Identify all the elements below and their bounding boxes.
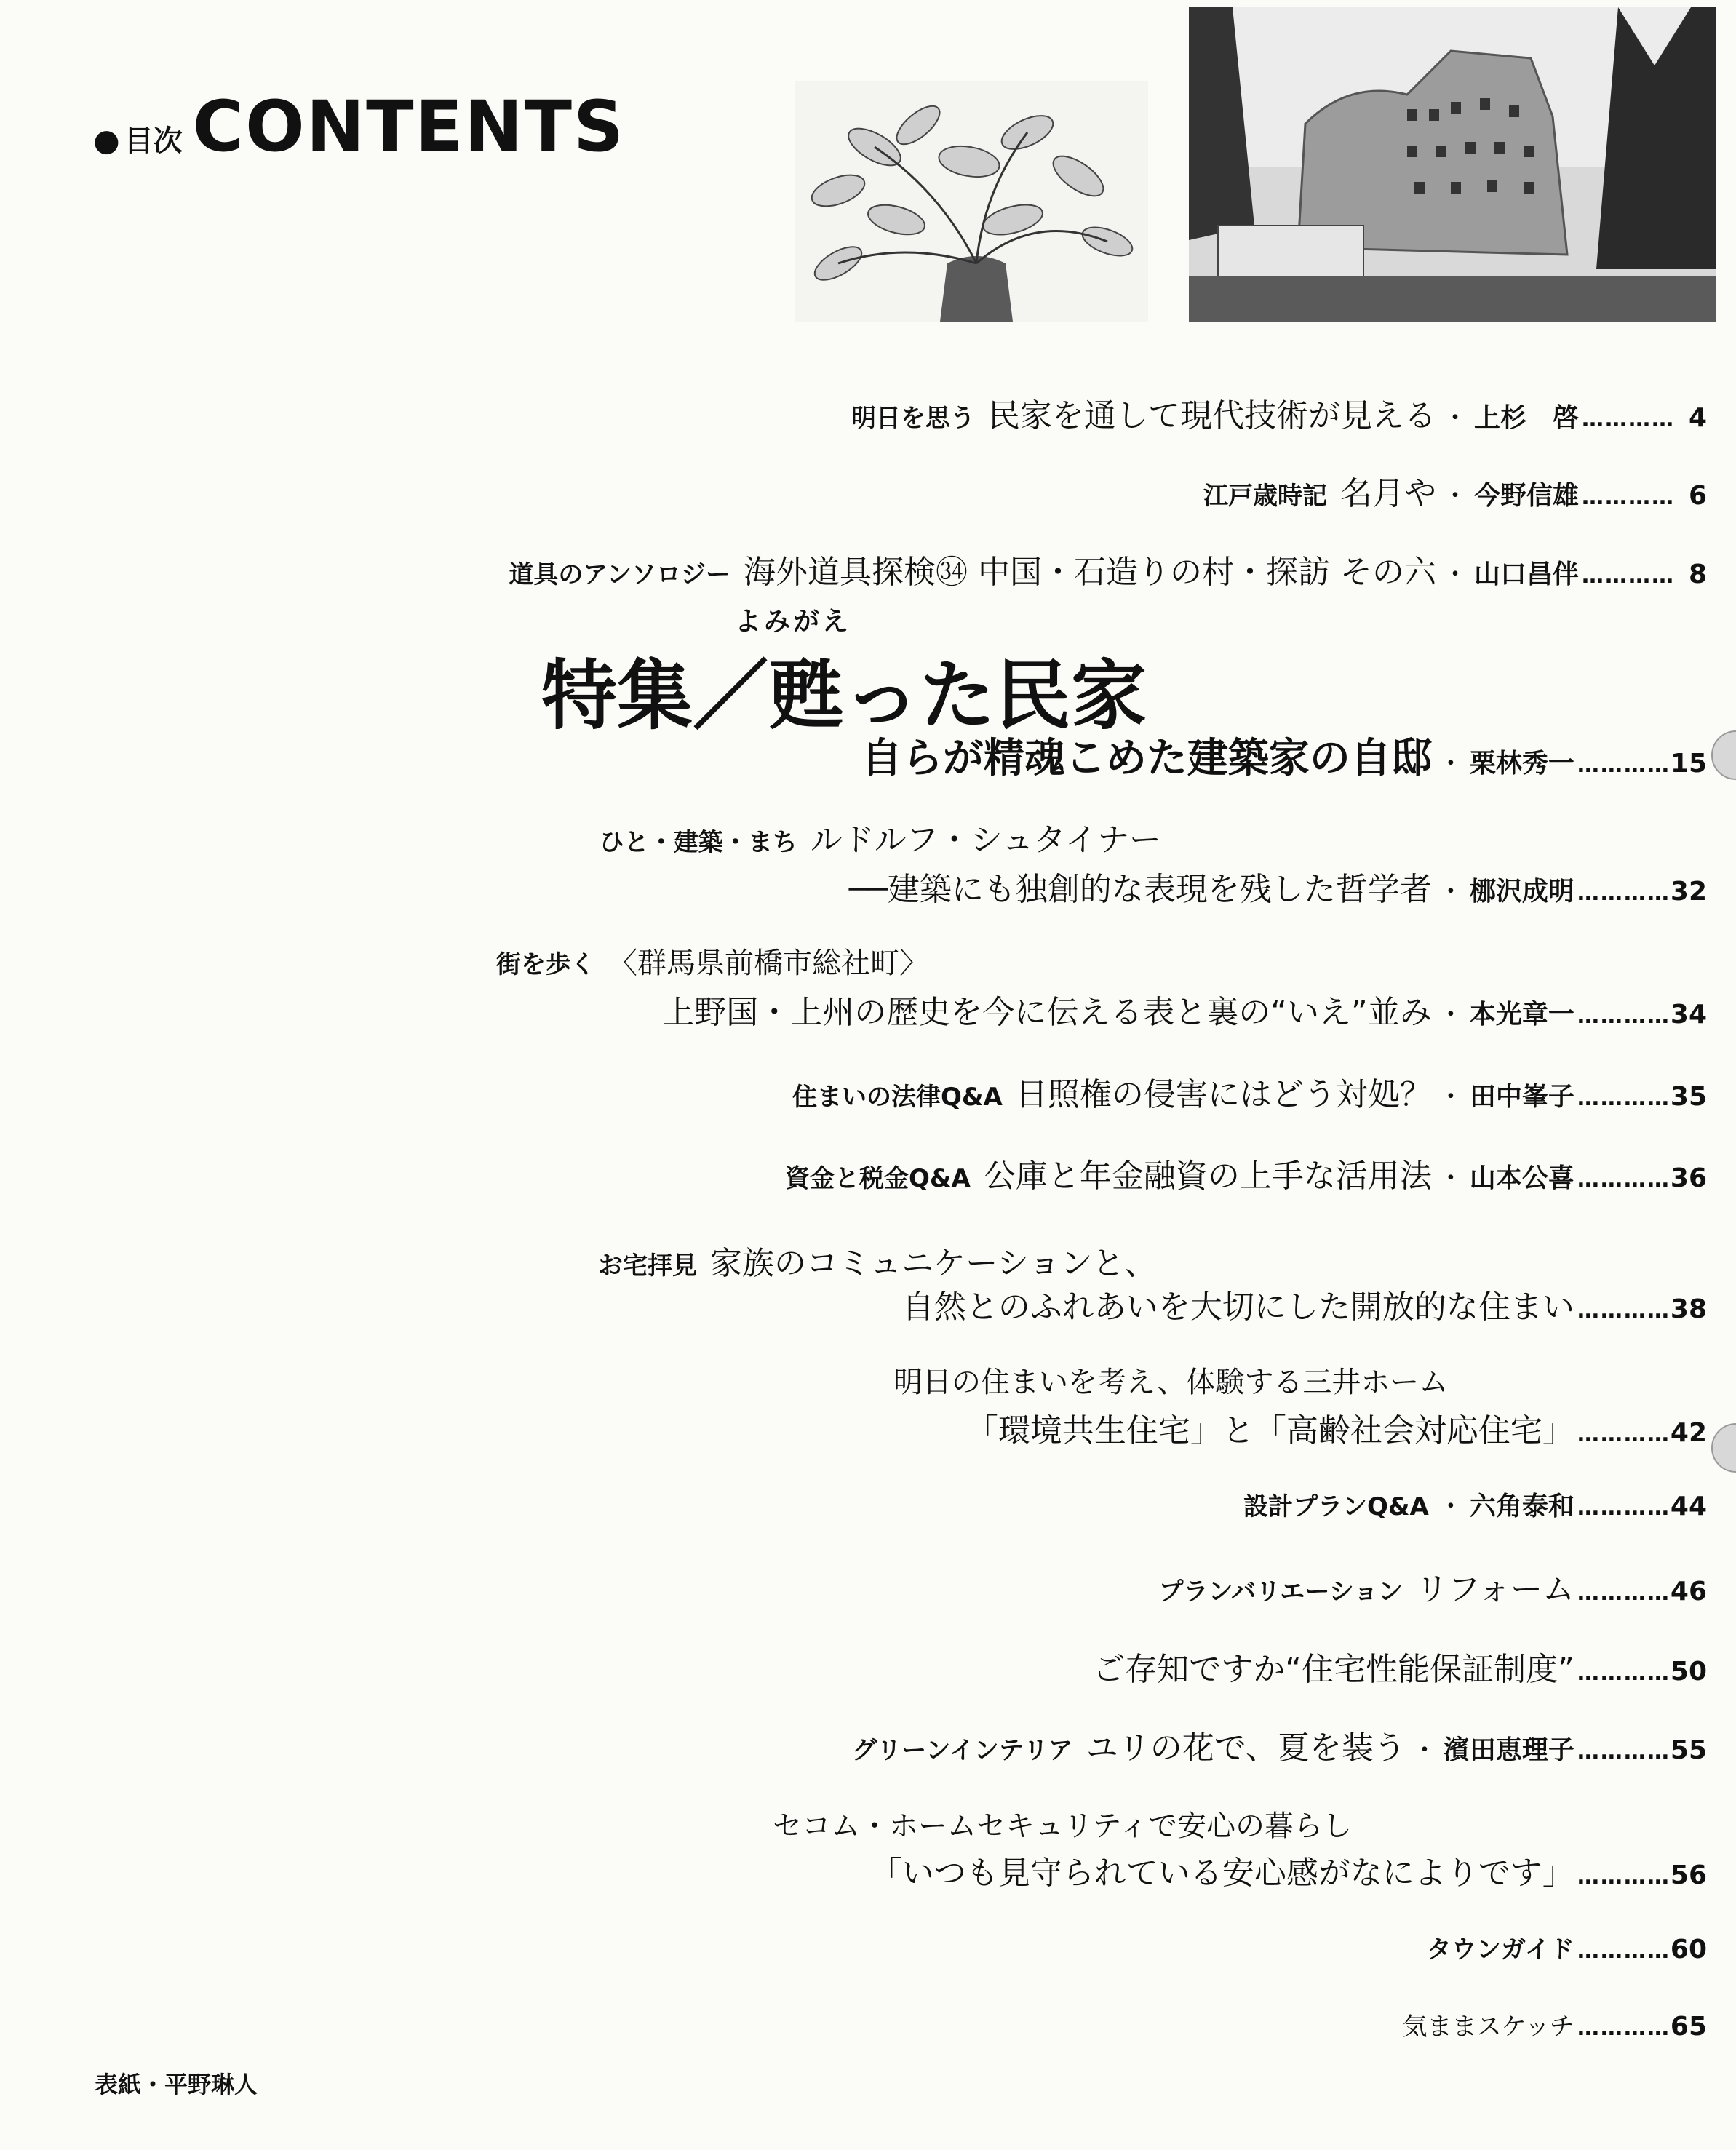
entry-3[interactable] bbox=[509, 546, 1707, 592]
page-number: 6 bbox=[1688, 481, 1707, 511]
entry-5[interactable] bbox=[496, 940, 928, 982]
entry-12[interactable] bbox=[1093, 1643, 1707, 1689]
page-number: 56 bbox=[1670, 1860, 1707, 1890]
leader-dots: ………… bbox=[1577, 1580, 1671, 1606]
page-number: 60 bbox=[1670, 1935, 1707, 1964]
page-number: 35 bbox=[1670, 1082, 1707, 1112]
entry-author: 梛沢成明 bbox=[1469, 877, 1574, 907]
lily-photo bbox=[795, 81, 1148, 322]
entry-13[interactable] bbox=[852, 1721, 1707, 1768]
entry-label: 設計プランQ&A bbox=[1243, 1492, 1429, 1521]
entry-2[interactable] bbox=[1203, 467, 1707, 514]
entry-title: 海外道具探検㉞ 中国・石造りの村・探訪 その六 bbox=[743, 554, 1436, 591]
leader-dots: ………… bbox=[1582, 407, 1675, 432]
entry-11[interactable] bbox=[1158, 1563, 1707, 1609]
entry-title: 名月や bbox=[1339, 475, 1436, 512]
entry-10[interactable] bbox=[1243, 1486, 1707, 1523]
leader-dots: ………… bbox=[1582, 485, 1675, 510]
entry-title: 民家を通して現代技術が見える bbox=[987, 397, 1436, 434]
entry-author: 濱田恵理子 bbox=[1443, 1735, 1574, 1765]
entry-title: 公庫と年金融資の上手な活用法 bbox=[983, 1158, 1432, 1195]
entry-label: 江戸歳時記 bbox=[1203, 482, 1327, 511]
leader-dots: ………… bbox=[1577, 1938, 1671, 1964]
separator: ・ bbox=[1437, 1163, 1464, 1193]
separator: ・ bbox=[1437, 1000, 1464, 1030]
entry-title: ご存知ですか“住宅性能保証制度” bbox=[1093, 1651, 1574, 1688]
page-number: 4 bbox=[1688, 403, 1707, 433]
entry-9-sub[interactable] bbox=[966, 1404, 1707, 1451]
feature-ruby: よみがえ bbox=[735, 607, 852, 637]
entry-title: 日照権の侵害にはどう対処？ bbox=[1015, 1076, 1432, 1113]
entry-label: ひと・建築・まち bbox=[599, 828, 797, 857]
leader-dots: ………… bbox=[1577, 1086, 1671, 1111]
entry-author: 本光章一 bbox=[1469, 1000, 1574, 1030]
feature-subtitle-line[interactable] bbox=[861, 726, 1707, 784]
entry-15[interactable] bbox=[1427, 1930, 1707, 1965]
page-number: 15 bbox=[1670, 749, 1707, 779]
leader-dots: ………… bbox=[1577, 1422, 1671, 1447]
entry-author: 山本公喜 bbox=[1469, 1163, 1574, 1193]
entry-subtitle: ──建築にも独創的な表現を残した哲学者 bbox=[848, 871, 1432, 908]
separator: ・ bbox=[1441, 481, 1468, 511]
entry-title: セコム・ホームセキュリティで安心の暮らし bbox=[773, 1809, 1352, 1843]
entry-location: 〈群馬県前橋市総社町〉 bbox=[608, 947, 928, 980]
page-number: 34 bbox=[1670, 1000, 1707, 1030]
leader-dots: ………… bbox=[1577, 2015, 1671, 2041]
entry-6[interactable] bbox=[792, 1068, 1707, 1115]
page-number: 8 bbox=[1688, 560, 1707, 589]
leader-dots: ………… bbox=[1577, 1495, 1671, 1521]
page-number: 44 bbox=[1670, 1492, 1707, 1521]
entry-9[interactable] bbox=[893, 1359, 1448, 1401]
feature-author: 栗林秀一 bbox=[1469, 749, 1574, 779]
entry-title: ルドルフ・シュタイナー bbox=[810, 821, 1161, 859]
page-number: 46 bbox=[1670, 1577, 1707, 1606]
leader-dots: ………… bbox=[1577, 1298, 1671, 1323]
entry-4[interactable] bbox=[600, 813, 1161, 860]
entry-title-line2: 「いつも見守られている安心感がなによりです」 bbox=[869, 1855, 1574, 1892]
page-number: 36 bbox=[1670, 1163, 1707, 1193]
separator: ・ bbox=[1437, 749, 1464, 779]
leader-dots: ………… bbox=[1577, 752, 1671, 778]
entry-14-sub[interactable] bbox=[870, 1847, 1707, 1893]
entry-title: 明日の住まいを考え、体験する三井ホーム bbox=[893, 1366, 1449, 1399]
entry-7[interactable] bbox=[785, 1150, 1707, 1196]
entry-label: 住まいの法律Q&A bbox=[792, 1083, 1003, 1112]
entry-title-line2: 自然とのふれあいを大切にした開放的な住まい bbox=[901, 1289, 1574, 1326]
entry-label: 街を歩く bbox=[496, 950, 595, 979]
feature-title[interactable]: 特集／甦った民家 bbox=[541, 650, 1147, 740]
leader-dots: ………… bbox=[1577, 880, 1671, 906]
contents-header bbox=[93, 86, 625, 167]
leader-dots: ………… bbox=[1582, 563, 1675, 589]
separator: ・ bbox=[1437, 1082, 1464, 1112]
entry-author: 六角泰和 bbox=[1469, 1492, 1574, 1521]
page-number: 32 bbox=[1670, 877, 1707, 907]
page-title: CONTENTS bbox=[192, 86, 626, 167]
header-jp: 目次 bbox=[124, 124, 183, 158]
entry-label: グリーンインテリア bbox=[852, 1736, 1073, 1765]
bullet-icon: ● bbox=[93, 122, 120, 158]
entry-4-sub[interactable] bbox=[849, 863, 1707, 909]
entry-label: プランバリエーション bbox=[1158, 1577, 1403, 1606]
entry-8[interactable] bbox=[598, 1237, 1156, 1283]
leader-dots: ………… bbox=[1577, 1167, 1671, 1193]
entry-label: 明日を思う bbox=[851, 404, 975, 433]
entry-1[interactable] bbox=[851, 389, 1707, 436]
entry-5-sub[interactable] bbox=[662, 986, 1707, 1032]
leader-dots: ………… bbox=[1577, 1660, 1671, 1686]
entry-author: 今野信雄 bbox=[1473, 481, 1579, 511]
entry-author: 山口昌伴 bbox=[1473, 560, 1579, 589]
leader-dots: ………… bbox=[1577, 1864, 1671, 1890]
page-number: 50 bbox=[1670, 1657, 1707, 1687]
entry-16[interactable] bbox=[1403, 2007, 1707, 2042]
leader-dots: ………… bbox=[1577, 1739, 1671, 1764]
page-number: 38 bbox=[1670, 1294, 1707, 1324]
entry-label: 道具のアンソロジー bbox=[509, 560, 730, 589]
page-number: 55 bbox=[1670, 1735, 1707, 1765]
entry-label: タウンガイド bbox=[1426, 1935, 1574, 1964]
leader-dots: ………… bbox=[1577, 1003, 1671, 1029]
entry-title: ユリの花で、夏を装う bbox=[1086, 1729, 1406, 1767]
entry-label: 資金と税金Q&A bbox=[784, 1164, 971, 1193]
entry-8-sub[interactable] bbox=[902, 1281, 1707, 1327]
feature-subtitle: 自らが精魂こめた建築家の自邸 bbox=[861, 734, 1432, 782]
entry-title: リフォーム bbox=[1416, 1571, 1574, 1608]
binder-hole bbox=[1711, 730, 1736, 780]
goetheanum-photo bbox=[1189, 7, 1716, 322]
separator: ・ bbox=[1441, 403, 1468, 433]
entry-title: 気ままスケッチ bbox=[1402, 2012, 1574, 2042]
cover-credit: 表紙・平野琳人 bbox=[95, 2071, 258, 2098]
entry-title: 家族のコミュニケーションと、 bbox=[710, 1245, 1157, 1282]
entry-author: 上杉 啓 bbox=[1473, 403, 1579, 433]
binder-hole bbox=[1711, 1423, 1736, 1473]
separator: ・ bbox=[1437, 877, 1464, 907]
page-number: 42 bbox=[1670, 1418, 1707, 1448]
separator: ・ bbox=[1441, 560, 1468, 589]
page-number: 65 bbox=[1670, 2012, 1707, 2042]
entry-author: 田中峯子 bbox=[1469, 1082, 1574, 1112]
separator: ・ bbox=[1411, 1735, 1438, 1765]
separator: ・ bbox=[1437, 1492, 1464, 1521]
entry-label: お宅拝見 bbox=[598, 1251, 697, 1281]
entry-title: 上野国・上州の歴史を今に伝える表と裏の“いえ”並み bbox=[662, 994, 1432, 1031]
entry-title-line2: 「環境共生住宅」と「高齢社会対応住宅」 bbox=[965, 1412, 1574, 1449]
entry-14[interactable] bbox=[773, 1803, 1352, 1844]
